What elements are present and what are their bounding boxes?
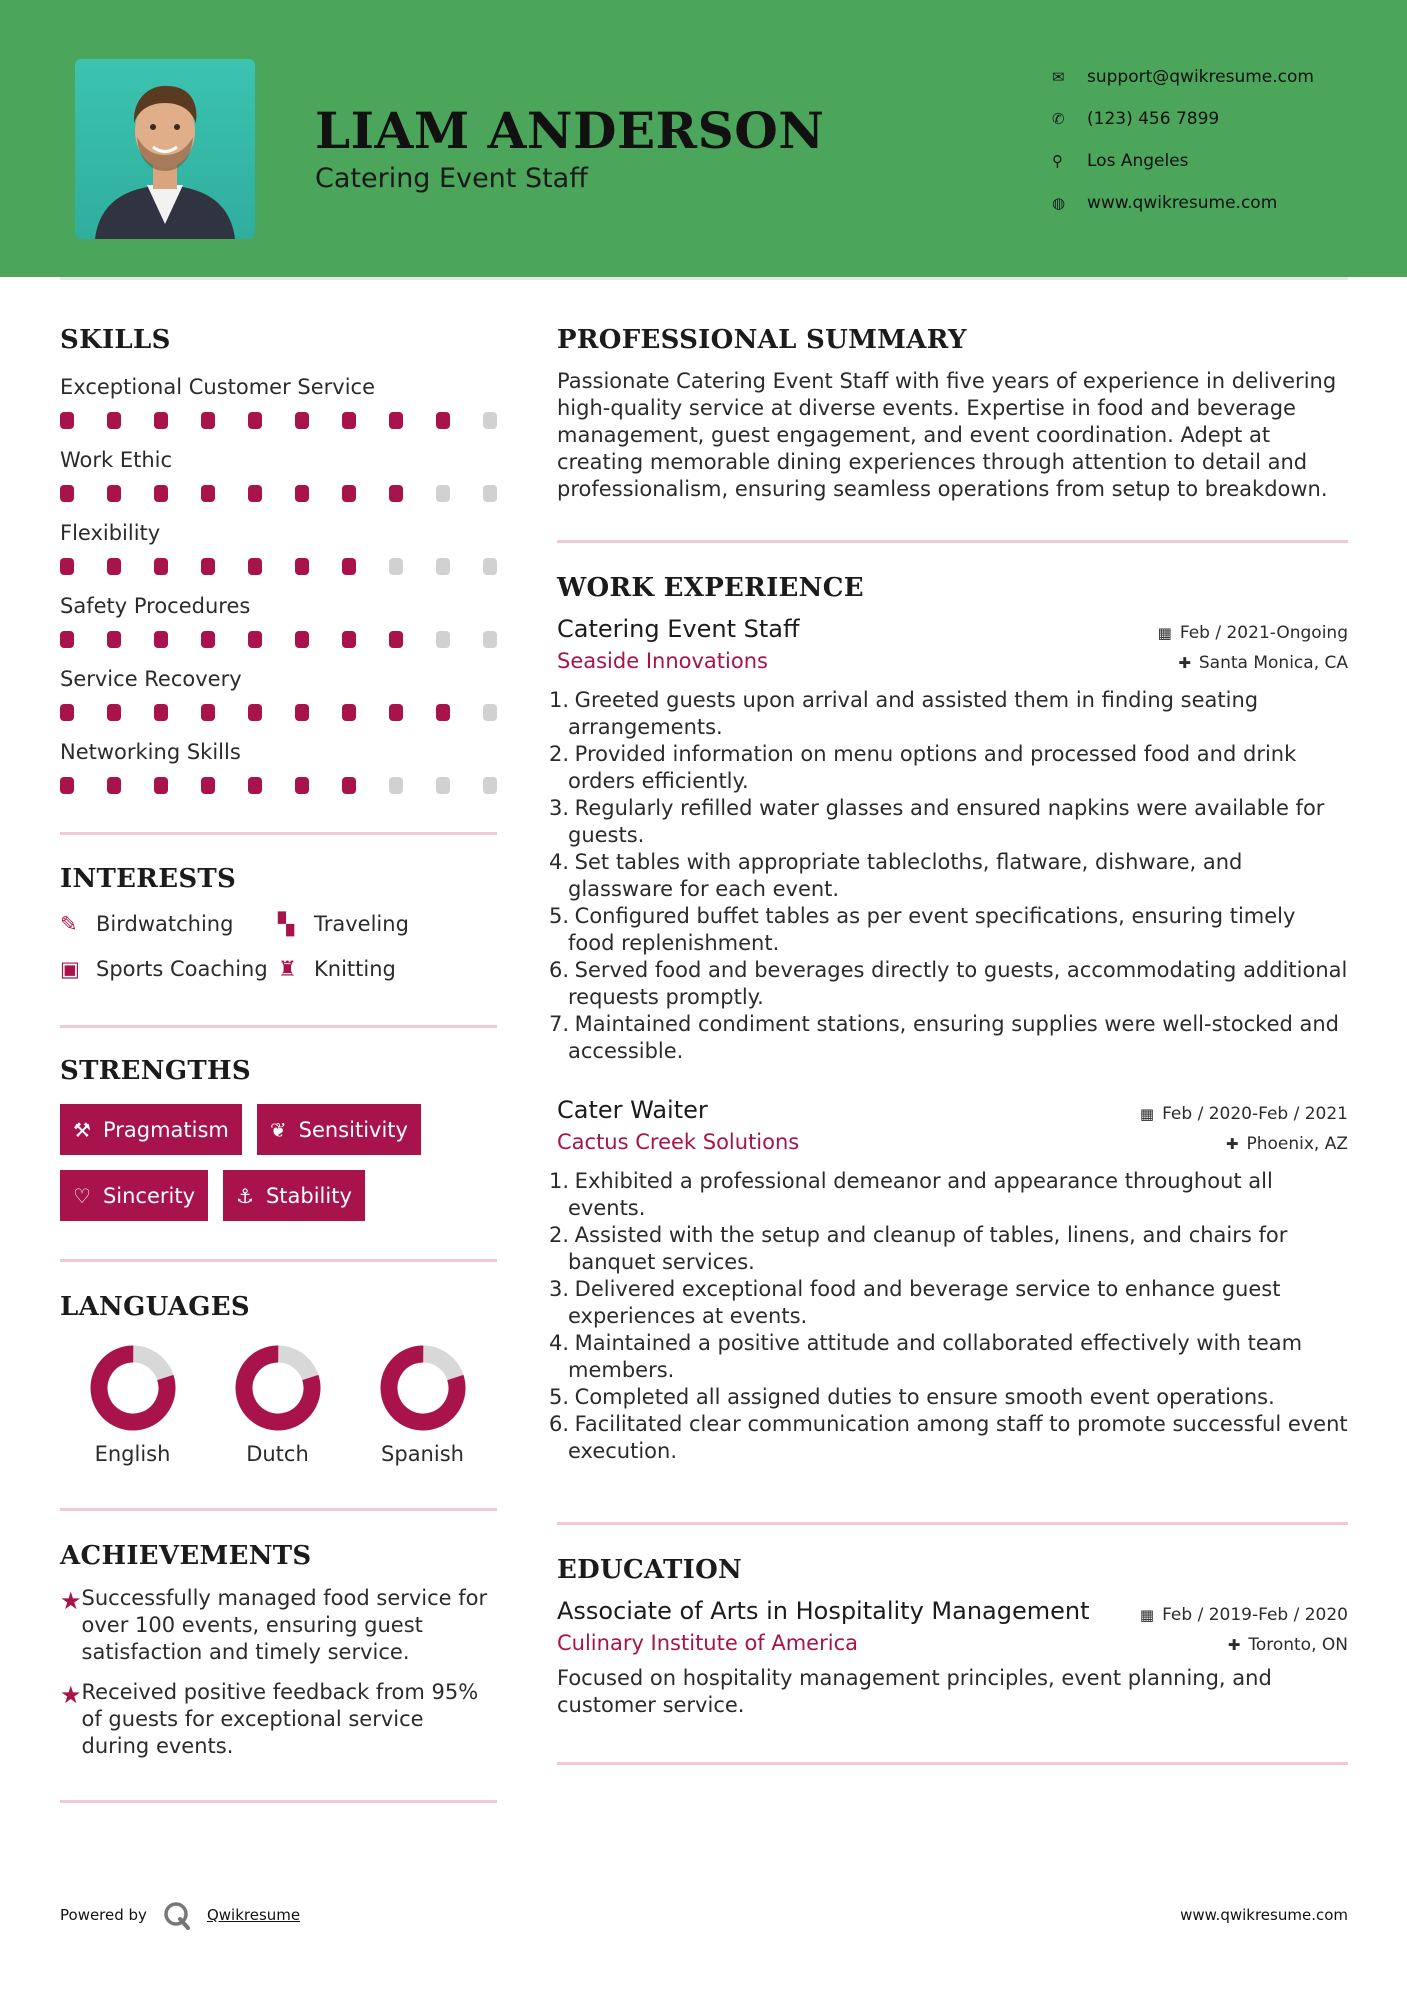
map-pin-icon: ⚲	[1052, 152, 1063, 170]
job-date	[1140, 1104, 1348, 1124]
duty-item	[549, 1222, 1348, 1276]
anchor-icon: ⚓	[236, 1183, 254, 1208]
interest-label: Traveling	[314, 912, 409, 936]
rating-dot-empty	[436, 631, 450, 648]
right-column	[549, 325, 1348, 1765]
education-description: Focused on hospitality management principles, event planning, and customer service.	[557, 1666, 1272, 1717]
skill-name: Exceptional Customer Service	[60, 375, 376, 399]
rating-dot-filled	[60, 558, 74, 575]
languages-heading: LANGUAGES	[60, 1292, 250, 1322]
contact-website-text: www.qwikresume.com	[1087, 193, 1278, 213]
rating-dot-filled	[436, 704, 450, 721]
skill-rating	[60, 621, 497, 664]
calendar-icon: ▦	[1157, 624, 1172, 642]
strength-badge	[223, 1170, 365, 1221]
header-divider	[60, 277, 1348, 280]
rating-dot-filled	[201, 704, 215, 721]
duty-number: 2.	[549, 742, 570, 766]
language-item	[350, 1344, 495, 1466]
interest-item	[278, 908, 478, 940]
language-name: Dutch	[246, 1442, 309, 1466]
left-column	[60, 325, 497, 1803]
education-date	[1140, 1605, 1348, 1625]
skill-rating	[60, 475, 497, 518]
rating-dot-filled	[107, 704, 121, 721]
job-subheader	[557, 1130, 1348, 1154]
contact-list	[1052, 56, 1314, 224]
skill-rating	[60, 402, 497, 445]
rating-dot-filled	[201, 631, 215, 648]
languages-list	[60, 1344, 497, 1466]
skill-rating	[60, 548, 497, 591]
contact-email-text: support@qwikresume.com	[1087, 67, 1314, 87]
rating-dot-filled	[201, 777, 215, 794]
duty-number: 3.	[549, 1277, 570, 1301]
skills-list	[60, 372, 497, 810]
duty-item	[549, 957, 1348, 1011]
skill-item	[60, 518, 497, 591]
duty-number: 5.	[549, 1385, 570, 1409]
duty-text: Maintained condiment stations, ensuring supplies were well-stocked and accessible.	[568, 1012, 1340, 1063]
skill-item	[60, 372, 497, 445]
rating-dot-empty	[436, 485, 450, 502]
job-location	[1226, 1134, 1348, 1154]
duty-number: 1.	[549, 1169, 570, 1193]
globe-icon: ◍	[1052, 194, 1066, 212]
interest-label: Birdwatching	[96, 912, 234, 936]
education-location	[1228, 1635, 1348, 1655]
duty-text: Assisted with the setup and cleanup of tables, linens, and chairs for banquet services.	[568, 1223, 1288, 1274]
rating-dot-filled	[342, 704, 356, 721]
rating-dot-filled	[389, 631, 403, 648]
footer-site-link[interactable]: www.qwikresume.com	[1180, 1906, 1348, 1924]
duty-item	[549, 1411, 1348, 1465]
interest-label: Knitting	[314, 957, 396, 981]
skill-rating	[60, 767, 497, 810]
language-ring	[379, 1344, 467, 1432]
duty-item	[549, 795, 1348, 849]
rating-dot-filled	[107, 412, 121, 429]
skill-item	[60, 664, 497, 737]
rating-dot-filled	[154, 558, 168, 575]
brand-link[interactable]: Qwikresume	[206, 1906, 301, 1924]
interest-item	[60, 908, 278, 940]
binoculars-icon: ▚	[278, 912, 295, 936]
duty-number: 6.	[549, 1412, 570, 1436]
rating-dot-filled	[342, 777, 356, 794]
rating-dot-filled	[342, 631, 356, 648]
job-date-text: Feb / 2021-Ongoing	[1179, 623, 1348, 643]
duty-number: 1.	[549, 688, 570, 712]
rating-dot-empty	[389, 558, 403, 575]
duty-number: 4.	[549, 850, 570, 874]
leaf-icon: ❦	[269, 1117, 287, 1142]
rating-dot-filled	[60, 704, 74, 721]
duty-number: 3.	[549, 796, 570, 820]
phone-icon: ✆	[1052, 110, 1065, 128]
rating-dot-empty	[483, 777, 497, 794]
education-degree: Associate of Arts in Hospitality Management	[557, 1597, 1090, 1625]
job-location-text: Santa Monica, CA	[1198, 653, 1348, 673]
rating-dot-filled	[295, 558, 309, 575]
rating-dot-empty	[483, 558, 497, 575]
duty-item	[549, 1330, 1348, 1384]
contact-website[interactable]	[1052, 182, 1314, 224]
profile-photo	[75, 59, 255, 239]
section-divider	[60, 1508, 497, 1511]
experience-heading: WORK EXPERIENCE	[557, 573, 864, 603]
job-header	[557, 1096, 1348, 1124]
language-ring	[89, 1344, 177, 1432]
job-entry	[549, 1096, 1348, 1465]
rating-dot-empty	[483, 704, 497, 721]
duty-text: Configured buffet tables as per event specifications, ensuring timely food replenishment.	[568, 904, 1296, 955]
job-title: Catering Event Staff	[557, 615, 800, 643]
contact-location-text: Los Angeles	[1087, 151, 1189, 171]
interests-heading: INTERESTS	[60, 864, 237, 894]
language-ring	[234, 1344, 322, 1432]
job-company: Seaside Innovations	[557, 649, 768, 673]
achievements-list	[60, 1585, 497, 1760]
pin-icon: ✚	[1227, 1636, 1241, 1654]
rating-dot-filled	[389, 412, 403, 429]
rating-dot-filled	[248, 777, 262, 794]
duty-item	[549, 687, 1348, 741]
rating-dot-filled	[342, 485, 356, 502]
rating-dot-filled	[107, 631, 121, 648]
section-divider	[60, 1800, 497, 1803]
education-school: Culinary Institute of America	[557, 1631, 858, 1655]
rating-dot-filled	[201, 412, 215, 429]
contact-location	[1052, 140, 1314, 182]
rating-dot-filled	[60, 777, 74, 794]
job-header	[557, 615, 1348, 643]
rating-dot-filled	[342, 558, 356, 575]
duty-text: Greeted guests upon arrival and assisted them in finding seating arrangements.	[568, 688, 1259, 739]
job-duties	[549, 1168, 1348, 1465]
strength-label: Sincerity	[102, 1183, 196, 1208]
duty-text: Served food and beverages directly to guests, accommodating additional requests promptly.	[568, 958, 1348, 1009]
job-duties	[549, 687, 1348, 1065]
skills-heading: SKILLS	[60, 325, 171, 355]
rating-dot-empty	[389, 777, 403, 794]
rating-dot-filled	[201, 558, 215, 575]
section-divider	[60, 1259, 497, 1262]
rating-dot-filled	[154, 412, 168, 429]
duty-text: Facilitated clear communication among staff to promote successful event execution.	[568, 1412, 1348, 1463]
trophy-icon: ♜	[278, 957, 297, 981]
rating-dot-filled	[154, 485, 168, 502]
duty-item	[549, 903, 1348, 957]
pin-icon: ✚	[1178, 654, 1191, 672]
education-entry	[557, 1597, 1348, 1719]
rating-dot-filled	[201, 485, 215, 502]
gavel-icon: ⚒	[73, 1117, 91, 1142]
duty-text: Set tables with appropriate tablecloths, flatware, dishware, and glassware for each event.	[568, 850, 1243, 901]
star-icon: ★	[60, 1681, 82, 1709]
candidate-name: LIAM ANDERSON	[315, 101, 825, 160]
section-divider	[557, 1522, 1348, 1525]
heart-icon: ♡	[73, 1183, 91, 1208]
job-title: Cater Waiter	[557, 1096, 708, 1124]
job-date	[1158, 623, 1348, 643]
job-company: Cactus Creek Solutions	[557, 1130, 800, 1154]
interest-label: Sports Coaching	[96, 957, 268, 981]
rating-dot-filled	[248, 412, 262, 429]
duty-text: Regularly refilled water glasses and ensured napkins were available for guests.	[568, 796, 1325, 847]
section-divider	[60, 832, 497, 835]
job-location	[1178, 653, 1348, 673]
strength-label: Sensitivity	[298, 1117, 408, 1142]
skill-name: Work Ethic	[60, 448, 173, 472]
envelope-icon: ✉	[1052, 68, 1065, 86]
job-location-text: Phoenix, AZ	[1246, 1134, 1348, 1154]
summary-text: Passionate Catering Event Staff with five years of experience in delivering high-quality service at diverse events. Expertise in food and beverage management, guest engagement, and event coordination. Adept at creating memorable dining experiences through attention to detail and professionalism, ensuring seamless operations from setup to breakdown.	[557, 369, 1337, 501]
rating-dot-empty	[483, 485, 497, 502]
education-subheader	[557, 1631, 1348, 1655]
rating-dot-filled	[107, 777, 121, 794]
duty-item	[549, 741, 1348, 795]
duty-item	[549, 1168, 1348, 1222]
rating-dot-filled	[295, 631, 309, 648]
strengths-list	[60, 1104, 497, 1221]
rating-dot-filled	[107, 485, 121, 502]
rating-dot-filled	[60, 485, 74, 502]
qwikresume-logo-icon	[162, 1900, 192, 1930]
contact-phone-text: (123) 456 7899	[1087, 109, 1220, 129]
contact-email[interactable]	[1052, 56, 1314, 98]
education-heading: EDUCATION	[557, 1555, 743, 1585]
rating-dot-filled	[248, 631, 262, 648]
calendar-icon: ▦	[1139, 1606, 1155, 1624]
rating-dot-empty	[483, 631, 497, 648]
education-header	[557, 1597, 1348, 1625]
candidate-title: Catering Event Staff	[315, 163, 588, 194]
rating-dot-empty	[436, 558, 450, 575]
powered-by-text: Powered by	[60, 1906, 147, 1924]
language-name: English	[94, 1442, 171, 1466]
duty-item	[549, 1384, 1348, 1411]
achievement-item	[60, 1679, 497, 1760]
duty-number: 5.	[549, 904, 570, 928]
job-subheader	[557, 649, 1348, 673]
rating-dot-empty	[483, 412, 497, 429]
skill-item	[60, 591, 497, 664]
rating-dot-filled	[154, 777, 168, 794]
interest-item	[60, 953, 278, 985]
edit-icon: ✎	[60, 912, 78, 936]
rating-dot-filled	[154, 704, 168, 721]
rating-dot-filled	[248, 704, 262, 721]
contact-phone[interactable]	[1052, 98, 1314, 140]
section-divider	[557, 1762, 1348, 1765]
rating-dot-filled	[389, 485, 403, 502]
skill-item	[60, 445, 497, 518]
strength-label: Pragmatism	[102, 1117, 229, 1142]
rating-dot-filled	[248, 485, 262, 502]
pin-icon: ✚	[1225, 1135, 1239, 1153]
skill-rating	[60, 694, 497, 737]
rating-dot-filled	[436, 412, 450, 429]
rating-dot-filled	[295, 485, 309, 502]
rating-dot-filled	[295, 704, 309, 721]
rating-dot-filled	[248, 558, 262, 575]
rating-dot-filled	[60, 631, 74, 648]
rating-dot-filled	[107, 558, 121, 575]
job-entry	[549, 615, 1348, 1065]
strength-badge	[257, 1104, 421, 1155]
achievement-text: Successfully managed food service for over 100 events, ensuring guest satisfaction and timely service.	[81, 1586, 488, 1664]
rating-dot-filled	[60, 412, 74, 429]
rating-dot-filled	[342, 412, 356, 429]
skill-name: Flexibility	[60, 521, 161, 545]
language-item	[205, 1344, 350, 1466]
rating-dot-empty	[436, 777, 450, 794]
rating-dot-filled	[295, 777, 309, 794]
duty-text: Completed all assigned duties to ensure smooth event operations.	[568, 1385, 1275, 1409]
section-divider	[557, 540, 1348, 543]
education-location-text: Toronto, ON	[1248, 1635, 1348, 1655]
achievement-item	[60, 1585, 497, 1666]
duty-text: Provided information on menu options and processed food and drink orders efficiently.	[568, 742, 1297, 793]
job-date-text: Feb / 2020-Feb / 2021	[1162, 1104, 1348, 1124]
summary-heading: PROFESSIONAL SUMMARY	[557, 325, 967, 355]
education-date-text: Feb / 2019-Feb / 2020	[1162, 1605, 1348, 1625]
section-divider	[60, 1025, 497, 1028]
duty-number: 7.	[549, 1012, 570, 1036]
duty-number: 4.	[549, 1331, 570, 1355]
rating-dot-filled	[389, 704, 403, 721]
interest-item	[278, 953, 478, 985]
duty-text: Maintained a positive attitude and collaborated effectively with team members.	[568, 1331, 1303, 1382]
interests-list	[60, 908, 497, 985]
achievement-text: Received positive feedback from 95% of guests for exceptional service during events.	[81, 1680, 479, 1758]
language-item	[60, 1344, 205, 1466]
strength-badge	[60, 1104, 242, 1155]
duty-number: 2.	[549, 1223, 570, 1247]
footer-brand	[60, 1900, 300, 1930]
language-name: Spanish	[381, 1442, 464, 1466]
duty-number: 6.	[549, 958, 570, 982]
skill-name: Service Recovery	[60, 667, 242, 691]
rating-dot-filled	[154, 631, 168, 648]
strength-label: Stability	[265, 1183, 352, 1208]
briefcase-icon: ▣	[60, 957, 80, 981]
rating-dot-filled	[295, 412, 309, 429]
duty-item	[549, 1011, 1348, 1065]
duty-text: Exhibited a professional demeanor and appearance throughout all events.	[568, 1169, 1273, 1220]
duty-item	[549, 849, 1348, 903]
calendar-icon: ▦	[1139, 1105, 1155, 1123]
star-icon: ★	[60, 1587, 82, 1615]
skill-name: Networking Skills	[60, 740, 241, 764]
page-footer	[60, 1900, 1348, 1930]
skill-name: Safety Procedures	[60, 594, 251, 618]
skill-item	[60, 737, 497, 810]
strengths-heading: STRENGTHS	[60, 1056, 251, 1086]
duty-text: Delivered exceptional food and beverage service to enhance guest experiences at events.	[568, 1277, 1281, 1328]
duty-item	[549, 1276, 1348, 1330]
resume-header	[0, 0, 1407, 277]
strength-badge	[60, 1170, 208, 1221]
achievements-heading: ACHIEVEMENTS	[60, 1541, 312, 1571]
